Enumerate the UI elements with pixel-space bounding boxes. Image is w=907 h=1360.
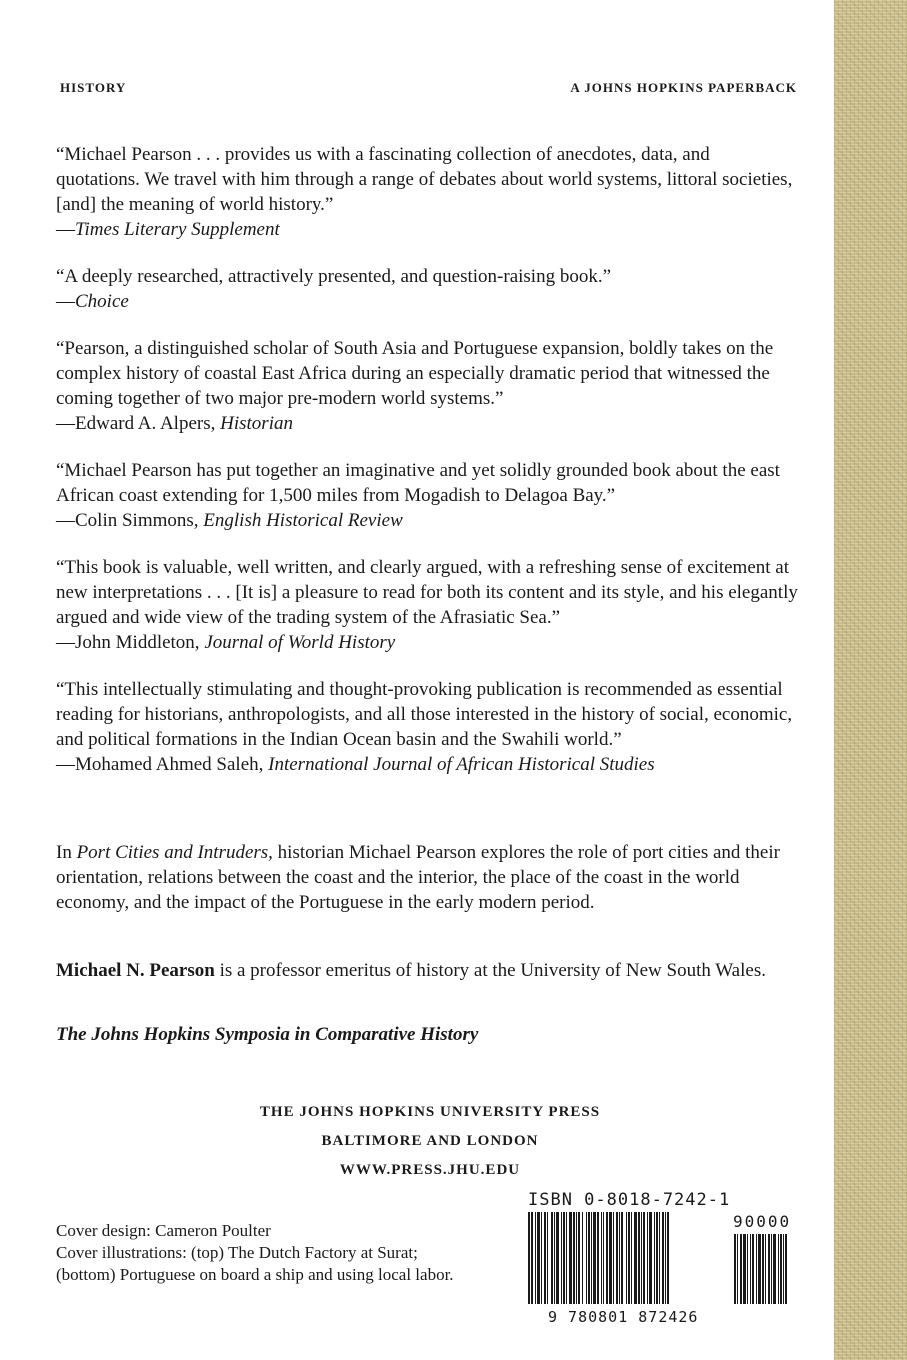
summary-text: , historian Michael Pearson explores the role of port cities and their orientation, relations between the coast and the interior, the place of the coast in the world economy, and the impact of the Portuguese in the early modern period. xyxy=(56,842,780,913)
quote-text: “Michael Pearson has put together an imaginative and yet solidly grounded book about the east African coast extending for 1,500 miles from Mogadish to Delagoa Bay.” xyxy=(56,460,780,506)
ean-barcode xyxy=(528,1212,728,1304)
imprint-label: A JOHNS HOPKINS PAPERBACK xyxy=(570,80,797,95)
quote-text: “This intellectually stimulating and thought-provoking publication is recommended as essential reading for historians, anthropologists, and all those interested in the history of social, economic, and political formations in the Indian Ocean basin and the Swahili world.” xyxy=(56,679,793,750)
review-quote xyxy=(56,555,798,655)
author-bio xyxy=(56,958,816,983)
review-quote xyxy=(56,336,798,436)
category-label: HISTORY xyxy=(60,80,127,95)
quote-source: International Journal of African Historical Studies xyxy=(268,754,655,775)
quote-author: —Colin Simmons, xyxy=(56,510,204,531)
cover-illustration-credit-2: (bottom) Portuguese on board a ship and using local labor. xyxy=(56,1265,454,1284)
publisher-block xyxy=(180,1098,680,1185)
quote-text: “A deeply researched, attractively presented, and question-raising book.” xyxy=(56,266,612,287)
quote-attribution xyxy=(56,289,798,314)
review-quote xyxy=(56,264,798,314)
barcode-area xyxy=(528,1190,828,1360)
isbn-number: ISBN 0-8018-7242-1 xyxy=(528,1190,731,1210)
spine-cloth-texture xyxy=(834,0,907,1360)
cover-illustration-credit: Cover illustrations: (top) The Dutch Factory at Surat; xyxy=(56,1243,418,1262)
quote-attribution xyxy=(56,217,798,242)
review-quotes xyxy=(56,142,798,799)
quote-attribution xyxy=(56,411,798,436)
quote-author: — xyxy=(56,291,75,312)
quote-author: —John Middleton, xyxy=(56,632,205,653)
quote-attribution xyxy=(56,752,798,777)
publisher-name: THE JOHNS HOPKINS UNIVERSITY PRESS xyxy=(259,1104,601,1120)
barcode-bar xyxy=(785,1234,787,1304)
quote-author: —Edward A. Alpers, xyxy=(56,413,221,434)
cover-credits xyxy=(56,1220,526,1286)
quote-text: “This book is valuable, well written, and clearly argued, with a refreshing sense of excitement at new interpretations . . . [It is] a pleasure to read for both its content and its style, and his elegantly argued and wide view of the trading system of the Afrasiatic Sea.” xyxy=(56,557,798,628)
review-quote xyxy=(56,677,798,777)
review-quote xyxy=(56,142,798,242)
publisher-url: WWW.PRESS.JHU.EDU xyxy=(339,1162,521,1178)
bio-text: is a professor emeritus of history at the University of New South Wales. xyxy=(214,960,766,981)
quote-text: “Michael Pearson . . . provides us with a fascinating collection of anecdotes, data, and quotations. We travel with him through a range of debates about world systems, littoral societies, [and] the meaning of world history.” xyxy=(56,144,793,215)
quote-source: English Historical Review xyxy=(203,510,403,531)
summary-prefix: In xyxy=(56,842,77,863)
series-title: The Johns Hopkins Symposia in Comparative History xyxy=(56,1024,479,1045)
review-quote xyxy=(56,458,798,533)
quote-author: — xyxy=(56,219,75,240)
quote-attribution xyxy=(56,508,798,533)
publisher-location: BALTIMORE AND LONDON xyxy=(321,1133,539,1149)
quote-text: “Pearson, a distinguished scholar of South Asia and Portuguese expansion, boldly takes on the complex history of coastal East Africa during an especially dramatic period that witnessed the coming together of two major pre-modern world systems.” xyxy=(56,338,774,409)
book-title: Port Cities and Intruders xyxy=(76,842,269,863)
quote-author: —Mohamed Ahmed Saleh, xyxy=(56,754,269,775)
book-summary xyxy=(56,840,798,915)
ean-number: 9 780801 872426 xyxy=(548,1308,699,1326)
quote-attribution xyxy=(56,630,798,655)
supplement-barcode xyxy=(734,1234,818,1304)
quote-source: Choice xyxy=(75,291,129,312)
price-code: 90000 xyxy=(733,1212,792,1231)
quote-source: Historian xyxy=(220,413,293,434)
cover-design-credit: Cover design: Cameron Poulter xyxy=(56,1221,271,1240)
author-name: Michael N. Pearson xyxy=(56,960,215,981)
quote-source: Journal of World History xyxy=(204,632,396,653)
quote-source: Times Literary Supplement xyxy=(75,219,280,240)
barcode-bar xyxy=(667,1212,669,1304)
